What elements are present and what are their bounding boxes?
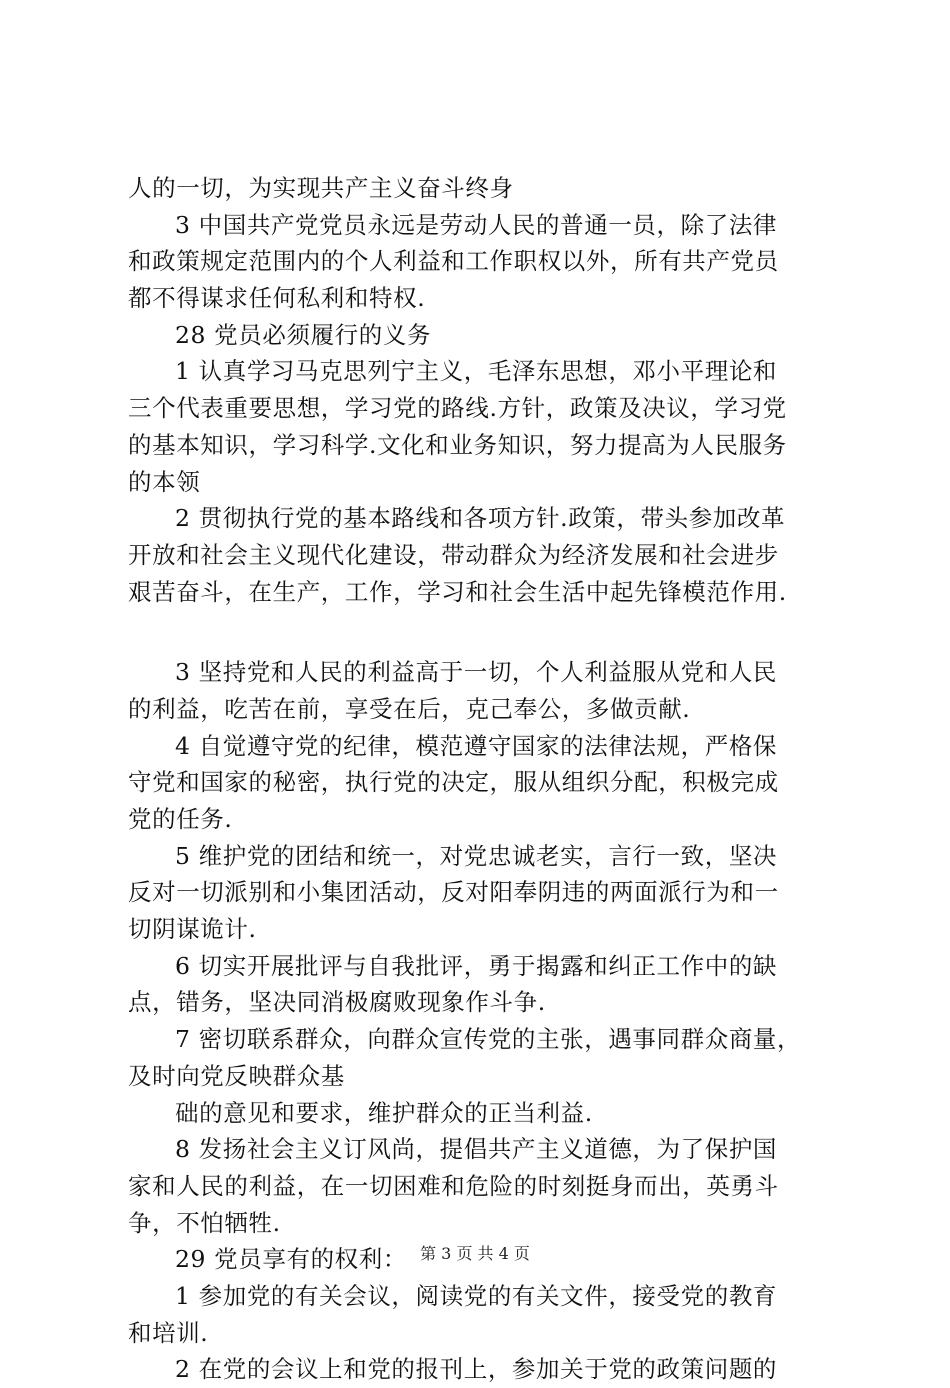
text-line: 党的任务. xyxy=(128,805,233,833)
text-line: 反对一切派别和小集团活动，反对阳奉阴违的两面派行为和一 xyxy=(128,878,779,907)
text-line: 3 中国共产党党员永远是劳动人民的普通一员，除了法律 xyxy=(175,210,778,239)
text-line: 的本领 xyxy=(128,467,201,496)
text-line: 础的意见和要求，维护群众的正当利益. xyxy=(175,1098,593,1127)
text-line: 5 维护党的团结和统一，对党忠诚老实，言行一致，坚决 xyxy=(175,841,778,870)
text-line: 人的一切，为实现共产主义奋斗终身 xyxy=(128,174,514,202)
text-line: 争，不怕牺牲. xyxy=(128,1208,281,1237)
text-line: 29 党员享有的权利： xyxy=(175,1245,407,1274)
text-line: 2 在党的会议上和党的报刊上，参加关于党的政策问题的 xyxy=(175,1355,778,1384)
text-line: 6 切实开展批评与自我批评，勇于揭露和纠正工作中的缺 xyxy=(175,951,778,980)
text-line: 2 贯彻执行党的基本路线和各项方针.政策，带头参加改革 xyxy=(175,504,786,533)
text-line: 8 发扬社会主义订风尚，提倡共产主义道德，为了保护国 xyxy=(175,1135,778,1164)
text-line: 开放和社会主义现代化建设，带动群众为经济发展和社会进步 xyxy=(128,540,779,569)
text-line: 28 党员必须履行的义务 xyxy=(175,320,432,349)
text-line: 点，错务，坚决同消极腐败现象作斗争. xyxy=(128,988,546,1017)
text-line: 家和人民的利益，在一切困难和危险的时刻挺身而出，英勇斗 xyxy=(128,1171,779,1200)
text-line: 3 坚持党和人民的利益高于一切，个人利益服从党和人民 xyxy=(175,658,778,687)
text-line: 4 自觉遵守党的纪律，模范遵守国家的法律法规，严格保 xyxy=(175,731,778,760)
blank-line xyxy=(128,610,838,654)
text-line: 都不得谋求任何私利和特权. xyxy=(128,284,426,313)
text-line: 和培训. xyxy=(128,1318,209,1347)
text-line: 和政策规定范围内的个人利益和工作职权以外，所有共产党员 xyxy=(128,247,779,276)
text-line: 7 密切联系群众，向群众宣传党的主张，遇事同群众商量， xyxy=(175,1025,802,1054)
text-line: 及时向党反映群众基 xyxy=(128,1061,345,1090)
body-text xyxy=(128,170,838,1388)
page-number-footer: 第 3 页 共 4 页 xyxy=(420,1244,530,1263)
text-line: 的利益，吃苦在前，享受在后，克己奉公，多做贡献. xyxy=(128,694,691,723)
text-line: 艰苦奋斗，在生产，工作，学习和社会生活中起先锋模范作用. xyxy=(128,577,787,606)
text-line: 切阴谋诡计. xyxy=(128,915,257,944)
text-line: 1 参加党的有关会议，阅读党的有关文件，接受党的教育 xyxy=(175,1281,778,1310)
text-line: 1 认真学习马克思列宁主义，毛泽东思想，邓小平理论和 xyxy=(175,357,778,386)
text-line: 守党和国家的秘密，执行党的决定，服从组织分配，积极完成 xyxy=(128,768,779,797)
text-line: 的基本知识，学习科学.文化和业务知识，努力提高为人民服务 xyxy=(128,430,787,459)
text-line: 三个代表重要思想，学习党的路线.方针，政策及决议，学习党 xyxy=(128,394,787,423)
